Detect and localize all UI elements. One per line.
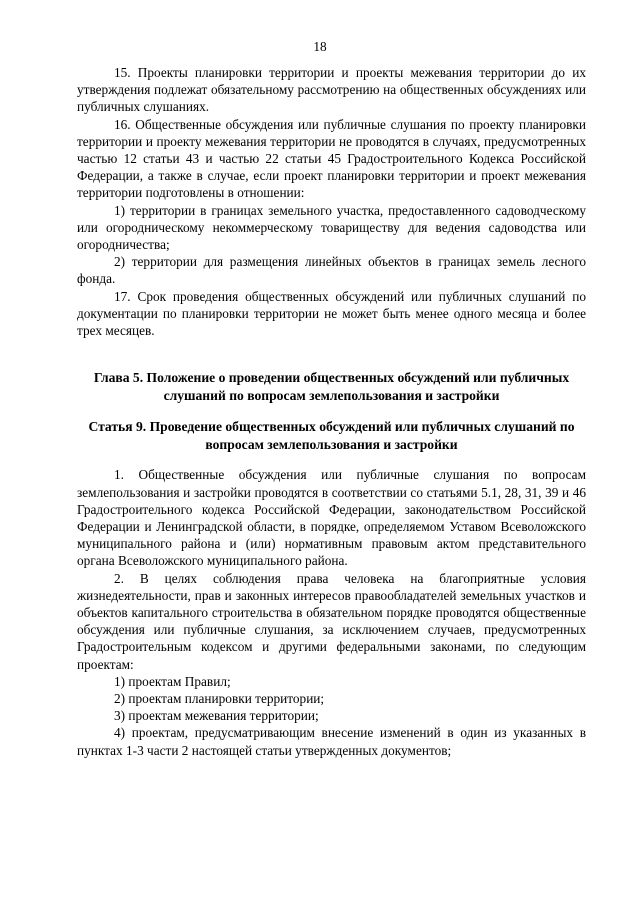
chapter-heading: Глава 5. Положение о проведении общественных обсуждений или публичных слушаний по вопросам землепользования и застройки <box>93 370 570 404</box>
paragraph-16: 16. Общественные обсуждения или публичные слушания по проекту планировки территории и проекту межевания территории не проводятся в случаях, предусмотренных частью 12 статьи 43 и частью 22 статьи 45 Градостроительного Кодекса Российской Федерации, а также в случае, если проект планировки территории и проект межевания территории подготовлены в отношении: <box>77 116 586 201</box>
page-number: 18 <box>313 39 327 54</box>
section-spacer <box>77 339 586 369</box>
article-list-item-4: 4) проектам, предусматривающим внесение изменений в один из указанных в пунктах 1-3 части 2 настоящей статьи утвержденных документов; <box>77 725 586 758</box>
article-list-item-3: 3) проектам межевания территории; <box>114 708 319 724</box>
paragraph-17: 17. Срок проведения общественных обсуждений или публичных слушаний по документации по планировки территории не может быть менее одного месяца и более трех месяцев. <box>77 288 586 339</box>
article-paragraph-1: 1. Общественные обсуждения или публичные слушания по вопросам землепользования и застройки проводятся в соответствии со статьями 5.1, 28, 31, 39 и 46 Градостроительного кодекса Российской Федерации, законодательством Российской Федерации и Ленинградской области, в порядке, определяемом Уставом Всеволожского муниципального района и (или) нормативным правовым актом представительного органа Всеволожского муниципального района. <box>77 467 586 569</box>
heading-spacer <box>77 405 586 418</box>
article-heading: Статья 9. Проведение общественных обсуждений или публичных слушаний по вопросам землепользования и застройки <box>88 418 575 452</box>
paragraph-15: 15. Проекты планировки территории и проекты межевания территории до их утверждения подлежат обязательному рассмотрению на общественных обсуждениях или публичных слушаниях. <box>77 65 586 115</box>
paragraph-16-item-2: 2) территории для размещения линейных объектов в границах земель лесного фонда. <box>77 254 586 287</box>
paragraph-16-item-1: 1) территории в границах земельного участка, предоставленного садоводческому или огородническому некоммерческому товариществу для ведения садоводства или огородничества; <box>77 202 586 253</box>
article-paragraph-2: 2. В целях соблюдения права человека на благоприятные условия жизнедеятельности, прав и законных интересов правообладателей земельных участков и объектов капитального строительства в обязательном порядке проводятся общественные обсуждения или публичные слушания, за исключением случаев, предусмотренных Градостроительным кодексом и другими федеральными законами, по следующим проектам: <box>77 570 586 672</box>
heading-spacer <box>77 453 586 466</box>
article-list-item-2: 2) проектам планировки территории; <box>114 691 325 707</box>
article-list-item-1: 1) проектам Правил; <box>114 673 231 689</box>
page-body <box>77 64 586 759</box>
